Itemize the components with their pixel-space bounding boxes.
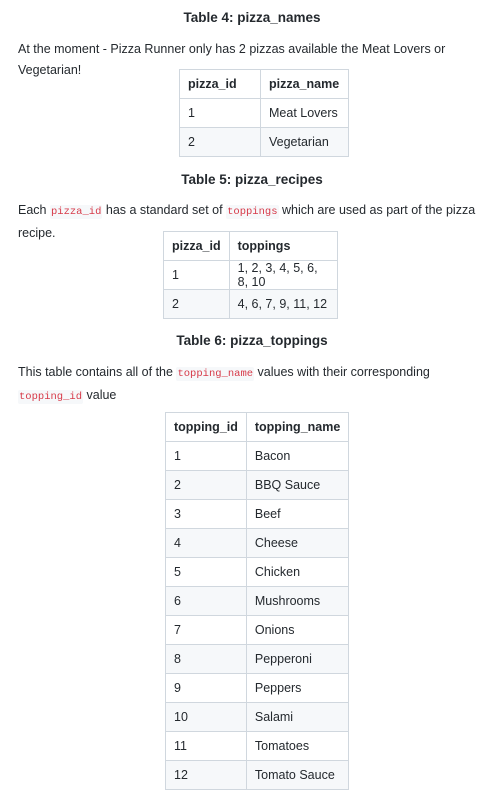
table-cell: Bacon <box>246 442 348 471</box>
header-topping-id: topping_id <box>166 413 247 442</box>
table-row <box>180 128 349 157</box>
code-topping-name: topping_name <box>177 368 254 380</box>
table-cell: 9 <box>166 674 247 703</box>
table-cell: 1 <box>180 99 261 128</box>
table-cell: Vegetarian <box>261 128 349 157</box>
table-cell: 2 <box>164 290 230 319</box>
table-cell: 1 <box>166 442 247 471</box>
table-cell: Chicken <box>246 558 348 587</box>
table-cell: 1 <box>164 261 230 290</box>
pizza-names-table <box>179 69 349 157</box>
table-cell: 2 <box>166 471 247 500</box>
table-row <box>166 500 349 529</box>
table-row <box>180 99 349 128</box>
desc-text: value <box>83 388 117 402</box>
table-row <box>166 761 349 790</box>
table-cell: 8 <box>166 645 247 674</box>
table-row <box>166 471 349 500</box>
code-toppings: toppings <box>227 206 278 218</box>
table-cell: Tomato Sauce <box>246 761 348 790</box>
table6-title: Table 6: pizza_toppings <box>176 333 328 348</box>
table-cell: 1, 2, 3, 4, 5, 6, 8, 10 <box>229 261 337 290</box>
desc-text: has a standard set of <box>102 203 227 217</box>
table-cell: 4 <box>166 529 247 558</box>
table-cell: Mushrooms <box>246 587 348 616</box>
table5-title: Table 5: pizza_recipes <box>181 172 323 187</box>
table-cell: 6 <box>166 587 247 616</box>
table-row <box>166 616 349 645</box>
table-row <box>166 645 349 674</box>
table-cell: 3 <box>166 500 247 529</box>
table-row <box>164 261 338 290</box>
table-cell: 5 <box>166 558 247 587</box>
desc-text: This table contains all of the <box>18 365 177 379</box>
table-cell: 2 <box>180 128 261 157</box>
header-pizza-id: pizza_id <box>164 232 230 261</box>
header-topping-name: topping_name <box>246 413 348 442</box>
table-row <box>166 529 349 558</box>
table-cell: Meat Lovers <box>261 99 349 128</box>
header-pizza-name: pizza_name <box>261 70 349 99</box>
code-pizza-id: pizza_id <box>50 206 102 218</box>
header-toppings: toppings <box>229 232 337 261</box>
desc-text: Each <box>18 203 50 217</box>
table-cell: Peppers <box>246 674 348 703</box>
table-cell: Beef <box>246 500 348 529</box>
pizza-toppings-table <box>165 412 349 790</box>
code-topping-id: topping_id <box>19 391 83 403</box>
table-cell: 7 <box>166 616 247 645</box>
table-cell: Onions <box>246 616 348 645</box>
table-row <box>166 558 349 587</box>
table-cell: BBQ Sauce <box>246 471 348 500</box>
table6-description <box>18 362 488 408</box>
table-row <box>166 703 349 732</box>
table-row <box>166 674 349 703</box>
table-row <box>166 442 349 471</box>
table4-description: At the moment - Pizza Runner only has 2 pizzas available the Meat Lovers or Vegetarian! <box>18 42 446 77</box>
table-row <box>166 587 349 616</box>
header-pizza-id: pizza_id <box>180 70 261 99</box>
desc-text: values with their corresponding <box>254 365 430 379</box>
table-cell: Pepperoni <box>246 645 348 674</box>
table-row <box>164 290 338 319</box>
table-cell: Cheese <box>246 529 348 558</box>
table-cell: Tomatoes <box>246 732 348 761</box>
table-cell: 10 <box>166 703 247 732</box>
table4-title: Table 4: pizza_names <box>183 10 321 25</box>
table-cell: Salami <box>246 703 348 732</box>
table-header-row <box>180 70 349 99</box>
table-cell: 4, 6, 7, 9, 11, 12 <box>229 290 337 319</box>
pizza-recipes-table <box>163 231 338 319</box>
table-cell: 12 <box>166 761 247 790</box>
table-header-row <box>164 232 338 261</box>
table-cell: 11 <box>166 732 247 761</box>
table-row <box>166 732 349 761</box>
desc-text: which are used as part of the pizza recipe. <box>18 203 476 240</box>
table-header-row <box>166 413 349 442</box>
